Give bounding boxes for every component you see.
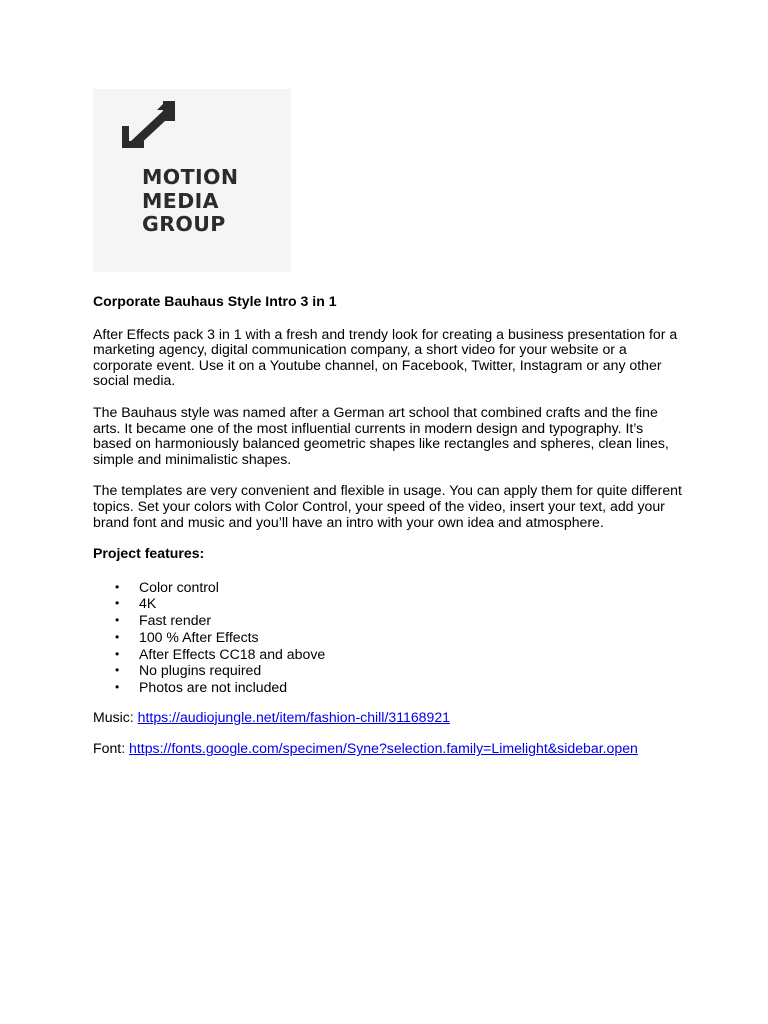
feature-text: Fast render — [139, 612, 212, 629]
bullet-icon: • — [115, 629, 120, 644]
music-link[interactable]: https://audiojungle.net/item/fashion-chill/31168921 — [137, 708, 451, 725]
logo-line-group: GROUP — [142, 212, 226, 236]
paragraph-bauhaus: The Bauhaus style was named after a German art school that combined crafts and the fine arts. It became one of the most influential currents in modern design and typography. It’s based on harmoniously balanced geometric shapes like rectangles and spheres, clean lines, simple and minimalistic shapes. — [93, 403, 669, 467]
music-label: Music: — [93, 708, 134, 725]
font-line — [93, 741, 683, 757]
logo-line-media: MEDIA — [142, 188, 219, 213]
feature-text: 100 % After Effects — [139, 628, 259, 645]
motion-media-group-logo-mark-icon — [122, 100, 176, 150]
paragraph-intro: After Effects pack 3 in 1 with a fresh and trendy look for creating a business presentation for a marketing agency, digital communication company, a short video for your website or a corporate event. Use it on a Youtube channel, on Facebook, Twitter, Instagram or any other social media. — [93, 325, 678, 389]
list-item — [93, 579, 683, 596]
bullet-icon: • — [115, 663, 120, 678]
features-heading: Project features: — [93, 545, 205, 562]
list-item — [93, 612, 683, 629]
paragraph-templates: The templates are very convenient and flexible in usage. You can apply them for quite different topics. Set your colors with Color Control, your speed of the video, insert your text, add your brand font and music and you’ll have an intro with your own idea and atmosphere. — [93, 482, 682, 530]
company-logo — [93, 89, 291, 272]
bullet-icon: • — [115, 596, 120, 611]
document-body — [93, 294, 683, 773]
feature-text: After Effects CC18 and above — [139, 645, 326, 662]
logo-wordmark — [142, 166, 238, 237]
list-item — [93, 646, 683, 663]
feature-text: No plugins required — [139, 662, 262, 679]
features-list — [93, 579, 683, 696]
font-link[interactable]: https://fonts.google.com/specimen/Syne?selection.family=Limelight&sidebar.open — [129, 740, 638, 757]
list-item — [93, 662, 683, 679]
music-line — [93, 710, 683, 726]
bullet-icon: • — [115, 579, 120, 594]
logo-line-motion: MOTION — [142, 165, 239, 189]
feature-text: 4K — [139, 595, 157, 612]
list-item — [93, 595, 683, 612]
bullet-icon: • — [115, 646, 120, 661]
list-item — [93, 679, 683, 696]
feature-text: Color control — [139, 578, 219, 595]
bullet-icon: • — [115, 679, 120, 694]
document-title: Corporate Bauhaus Style Intro 3 in 1 — [93, 293, 337, 309]
bullet-icon: • — [115, 613, 120, 628]
font-label: Font: — [93, 740, 126, 757]
feature-text: Photos are not included — [139, 678, 288, 695]
list-item — [93, 629, 683, 646]
